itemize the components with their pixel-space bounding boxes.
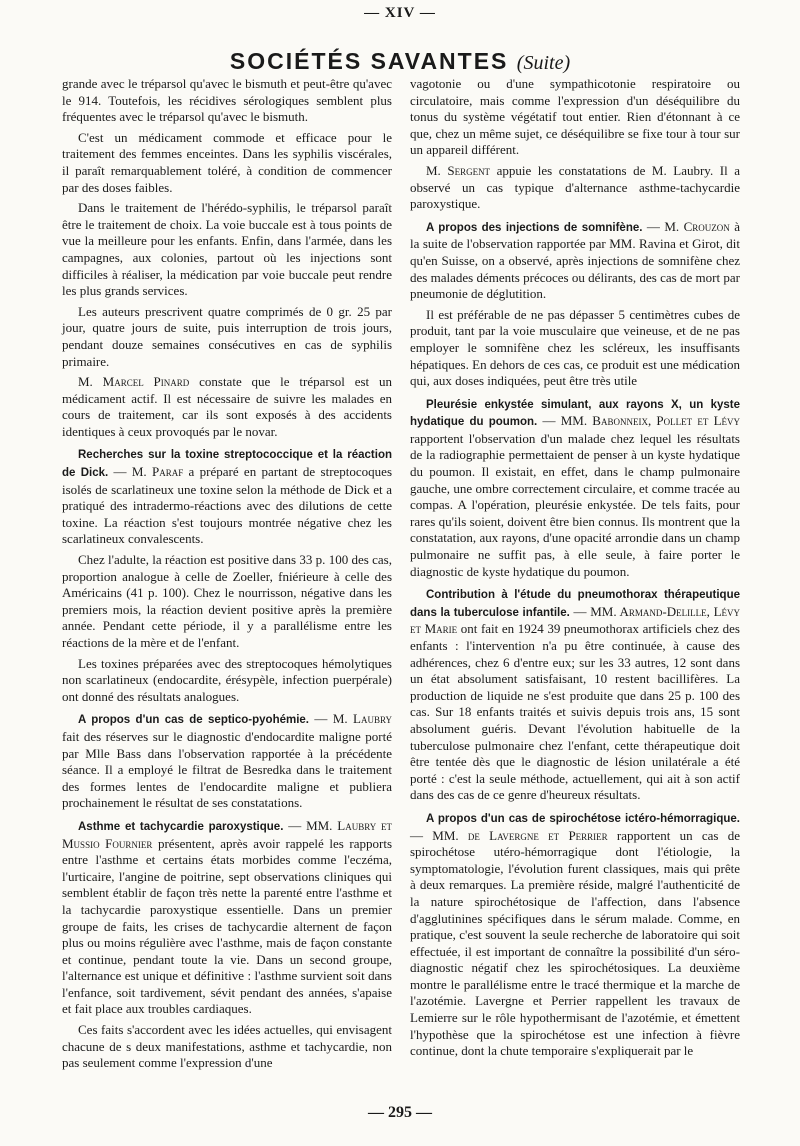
section-paragraph: Asthme et tachycardie paroxystique. — MM. Laubry et Mussio Fournier présentent, après avoir rappelé les rapports entre l'asthme et certains états morbides comme l'eczéma, l'urticaire, l'angine de poitrine, sept observations cliniques qui semblent établir de façon très nette la parenté entre l'asthme et la tachycardie paroxystique essentielle. Dans un premier groupe de faits, les crises de tachycardie alternent de façon plus ou moins régulière avec l'asthme, mais de façon constante et continue, pendant toute la vie. Dans un second groupe, l'alternance est unique et définitive : l'asthme survient soit dans l'enfance, soit tardivement, sévit pendant des années, s'apaise et fait place aux troubles cardiaques.: [62, 817, 393, 1017]
right-column: [410, 76, 740, 1060]
speaker-name: MM. Laubry et Mussio Fournier: [62, 817, 393, 851]
paragraph: [410, 163, 740, 213]
paragraph: Les toxines préparées avec des streptocoques hémolytiques non scarlatineux (endocardite, érésypèle, infection puerpérale) ont donné des résultats analogues.: [62, 655, 392, 704]
speaker-name: MM. Babonneix, Pollet et Lévy: [560, 413, 741, 429]
paragraph: Ces faits s'accordent avec les idées actuelles, qui envisagent chacune de s deux manifestations, asthme et tachycardie, non pas seulement comme l'expression d'une: [62, 1022, 392, 1071]
paragraph: vagotonie ou d'une sympathicotonie respiratoire ou circulatoire, mais comme l'expression d'un déséquilibre du tonus du système végétatif tout entier. Rien d'étonnant à ce que, chez un même sujet, ce déséquilibre se fixe tour à tour sur un appareil différent.: [410, 76, 740, 158]
page-title: [0, 48, 800, 75]
section-heading: Asthme et tachycardie paroxystique.: [78, 820, 284, 833]
speaker-name: MM. Armand-Delille, Lévy et Marie: [410, 603, 741, 637]
paragraph-text: a préparé en partant de streptocoques isolés de scarlatineux une toxine selon la méthode de Dick et a pratiqué des intradermo-réactions avec des dilutions de cette toxine. La réaction s'est toujours montrée négative chez les scarlatineux convalescents.: [62, 464, 393, 547]
paragraph-text: présentent, après avoir rappelé les rapports entre l'asthme et certains états morbides comme l'eczéma, l'urticaire, l'angine de poitrine, sept observations cliniques qui semblent établir de façon très nette la parenté entre l'asthme et la tachycardie paroxystique essentielle. Dans un premier groupe de faits, les crises de tachycardie alternent de façon plus ou moins régulière avec l'asthme, mais de façon constante et continue, pendant toute la vie. Dans un second groupe, l'alternance est unique et définitive : l'asthme survient soit dans l'enfance, soit tardivement, sévit pendant des années, s'apaise et fait place aux troubles cardiaques.: [62, 835, 393, 1017]
paragraph: Chez l'adulte, la réaction est positive dans 33 p. 100 des cas, proportion analogue à celle de Zoeller, fniérieure à celle des Américains (41 p. 100). Chez le nourrisson, négative dans les premiers mois, la réaction devient positive après la première année. Pendant cette période, il y a parallélisme entre les réactions de la mère et de l'enfant.: [62, 552, 392, 650]
section-heading: A propos d'un cas de septico-pyohémie.: [78, 714, 309, 727]
section-paragraph: Recherches sur la toxine streptococcique et la réaction de Dick. — M. Paraf a préparé en partant de streptocoques isolés de scarlatineux une toxine selon la méthode de Dick et a pratiqué des intradermo-réactions avec des dilutions de cette toxine. La réaction s'est toujours montrée négative chez les scarlatineux convalescents.: [62, 449, 393, 547]
paragraph-text: fait des réserves sur le diagnostic d'endocardite maligne porté par Mlle Bass dans l'observation rapportée à la précédente séance. Il a employé le filtrat de Besredka dans le traitement des formes lentes de l'endocardite maligne et publiera prochainement le résultat de ses constatations.: [62, 728, 392, 811]
section-heading: Recherches sur la toxine streptococcique et la réaction de Dick.: [62, 449, 392, 480]
section-suite: (Suite): [516, 52, 571, 74]
section-paragraph: Contribution à l'étude du pneumothorax thérapeutique dans la tuberculose infantile. — MM. Armand-Delille, Lévy et Marie ont fait en 1924 39 pneumothorax artificiels chez des enfants : l'intervention n'a pu être continuée, à cause des adhérences, chez 6 d'entre eux; sur les 33 autres, 12 sont dans un état absolument satisfaisant, 10 restent bacillifères. La production de liquide ne s'est produite que dans 25 p. 100 des cas. Sur 18 enfants traités et suivis depuis trois ans, 15 sont absolument guéris. Devant l'évolution habituelle de la tuberculose pulmonaire chez l'enfant, cette thérapeutique doit être tentée dès que le diagnostic de lésion unilatérale a été porté : c'est la seule méthode, actuellement, qui ait à son actif dans des cas de ce genre d'heureux résultats.: [410, 589, 741, 803]
paragraph-text: ont fait en 1924 39 pneumothorax artificiels chez des enfants : l'intervention n'a pu être continuée, à cause des adhérences, chez 6 d'entre eux; sur les 33 autres, 12 sont dans un état absolument satisfaisant, 10 restent bacillifères. La production de liquide ne s'est produite que dans 25 p. 100 des cas. Sur 18 enfants traités et suivis depuis trois ans, 15 sont absolument guéris. Devant l'évolution habituelle de la tuberculose pulmonaire chez l'enfant, cette thérapeutique doit être tentée dès que le diagnostic de lésion unilatérale a été porté : c'est la seule méthode, actuellement, qui ait à son actif dans des cas de ce genre d'heureux résultats.: [410, 621, 740, 803]
section-heading: A propos d'un cas de spirochétose ictéro-hémorragique.: [426, 812, 740, 825]
speaker-name: M. Crouzon: [664, 218, 730, 234]
section-paragraph: A propos d'un cas de spirochétose ictéro-hémorragique. — MM. de Lavergne et Perrier rapportent un cas de spirochétose utéro-hémorragique dont l'étiologie, la symptomatologie, l'évolution furent classiques, mais qui prête à deux remarques. La première réside, malgré l'authenticité de la nature spirochétosique de l'affection, dans l'absence d'agglutinines spécifiques dans le sérum malade. Comme, en pratique, c'est souvent la seule recherche de laboratoire qui soit effectuée, il est important de connaître la possibilité d'un séro-diagnostic négatif chez les spirochétosiques. La deuxième montre le parallélisme entre le tracé thermique et la marche de l'azotémie. Lavergne et Perrier rappellent les travaux de Lemierre sur le rôle hypothermisant de l'azotémie, et émettent l'hypothèse que la spirochétose est une infection à fièvre continue, dont la chute temporaire s'expliquerait par le: [410, 812, 740, 1059]
section-heading: A propos des injections de somnifène.: [426, 221, 643, 234]
section-paragraph: A propos des injections de somnifène. — M. Crouzon à la suite de l'observation rapportée par MM. Ravina et Girot, dit qu'en Suisse, on a observé, après injections de somnifène chez des malades déments précoces ou délirants, des cas de mort par pneumonie de déglutition.: [410, 218, 740, 302]
paragraph-text: appuie les constatations de M. Laubry. Il a observé un cas typique d'alternance asthme-tachycardie paroxystique.: [410, 162, 740, 212]
paragraph: Dans le traitement de l'hérédo-syphilis, le tréparsol paraît être le traitement de choix. La voie buccale est à tous points de vue la meilleure pour les enfants. Enfin, dans l'armée, dans les campagnes, aux colonies, partout où les injections sont difficiles à réaliser, la médication par voie buccale peut rendre les plus grands services.: [62, 200, 392, 299]
speaker-name: M. Laubry: [332, 711, 392, 727]
paragraph: grande avec le tréparsol qu'avec le bismuth et peut-être qu'avec le 914. Toutefois, les récidives sérologiques semblent plus fréquentes avec le tréparsol qu'avec le bismuth.: [62, 76, 392, 125]
page-number: — 295 —: [368, 1104, 432, 1121]
section-heading: Contribution à l'étude du pneumothorax thérapeutique dans la tuberculose infantile.: [410, 589, 740, 619]
section-heading: Pleurésie enkystée simulant, aux rayons X, un kyste hydatique du poumon.: [410, 398, 740, 429]
paragraph-text: rapportent l'observation d'un malade chez lequel les résultats de la radiographie permettaient de penser à un kyste hydatique du poumon. Il existait, en effet, dans le champ pulmonaire gauche, une ombre correctement circulaire, et comme tracée au compas. A l'opération, pleurésie enkystée. De tels faits, pour rares qu'ils soient, doivent être bien connus. Ils montrent que la constatation, aux rayons, d'une opacité arrondie dans un champ pulmonaire ne suffit pas, à elle seule, à faire porter le diagnostic de kyste hydatique du poumon.: [410, 430, 740, 579]
left-column: [62, 76, 392, 1072]
paragraph: [62, 374, 392, 440]
speaker-name: M. Paraf: [131, 464, 184, 480]
top-folio: — XIV —: [364, 5, 436, 21]
speaker-name: M. Sergent: [426, 162, 491, 178]
paragraph: Il est préférable de ne pas dépasser 5 centimètres cubes de produit, tant par la voie musculaire que veineuse, et de ne pas employer le somnifène chez les scléreux, les insuffisants hépatiques. En dehors de ces cas, ce produit est une médication qui, aux doses indiquées, peut être très utile: [410, 306, 740, 389]
paragraph-text: rapportent un cas de spirochétose utéro-hémorragique dont l'étiologie, la symptomatologie, l'évolution furent classiques, mais qui prête à deux remarques. La première réside, malgré l'authenticité de la nature spirochétosique de l'affection, dans l'absence d'agglutinines spécifiques dans le sérum malade. Comme, en pratique, c'est souvent la seule recherche de laboratoire qui soit effectuée, il est important de connaître la possibilité d'un séro-diagnostic négatif chez les spirochétosiques. La deuxième montre le parallélisme entre le tracé thermique et la marche de l'azotémie. Lavergne et Perrier rappellent les travaux de Lemierre sur le rôle hypothermisant de l'azotémie, et émettent l'hypothèse que la spirochétose est une infection à fièvre continue, dont la chute temporaire s'expliquerait par le: [410, 827, 740, 1059]
section-paragraph: Pleurésie enkystée simulant, aux rayons X, un kyste hydatique du poumon. — MM. Babonneix, Pollet et Lévy rapportent l'observation d'un malade chez lequel les résultats de la radiographie permettaient de penser à un kyste hydatique du poumon. Il existait, en effet, dans le champ pulmonaire gauche, une ombre correctement circulaire, et comme tracée au compas. A l'opération, pleurésie enkystée. De tels faits, pour rares qu'ils soient, doivent être bien connus. Ils montrent que la constatation, aux rayons, d'une opacité arrondie dans un champ pulmonaire ne suffit pas, à elle seule, à faire porter le diagnostic de kyste hydatique du poumon.: [410, 398, 741, 579]
paragraph-text: constate que le tréparsol est un médicament actif. Il est nécessaire de suivre les malades en cours de traitement, car ils sont exposés à des accidents identiques à ceux provoqués par le novar.: [62, 374, 392, 439]
paragraph: Les auteurs prescrivent quatre comprimés de 0 gr. 25 par jour, quatre jours de suite, puis interruption de trois jours, pendant douze semaines consécutives en cas de syphilis primaire.: [62, 303, 392, 369]
paragraph-text: à la suite de l'observation rapportée par MM. Ravina et Girot, dit qu'en Suisse, on a observé, après injections de somnifène chez des malades déments précoces ou délirants, des cas de mort par pneumonie de déglutition.: [410, 218, 740, 302]
section-paragraph: A propos d'un cas de septico-pyohémie. — M. Laubry fait des réserves sur le diagnostic d'endocardite maligne porté par Mlle Bass dans l'observation rapportée à la précédente séance. Il a employé le filtrat de Besredka dans le traitement des formes lentes de l'endocardite maligne et publiera prochainement le résultat de ses constatations.: [62, 711, 392, 811]
section-title: SOCIÉTÉS SAVANTES: [229, 48, 509, 74]
paragraph: C'est un médicament commode et efficace pour le traitement des femmes enceintes. Dans les syphilis viscérales, il paraît remarquablement toléré, à condition de commencer par des doses faibles.: [62, 129, 392, 195]
speaker-name: MM. de Lavergne et Perrier: [432, 827, 608, 843]
speaker-name: M. Marcel Pinard: [78, 374, 190, 390]
